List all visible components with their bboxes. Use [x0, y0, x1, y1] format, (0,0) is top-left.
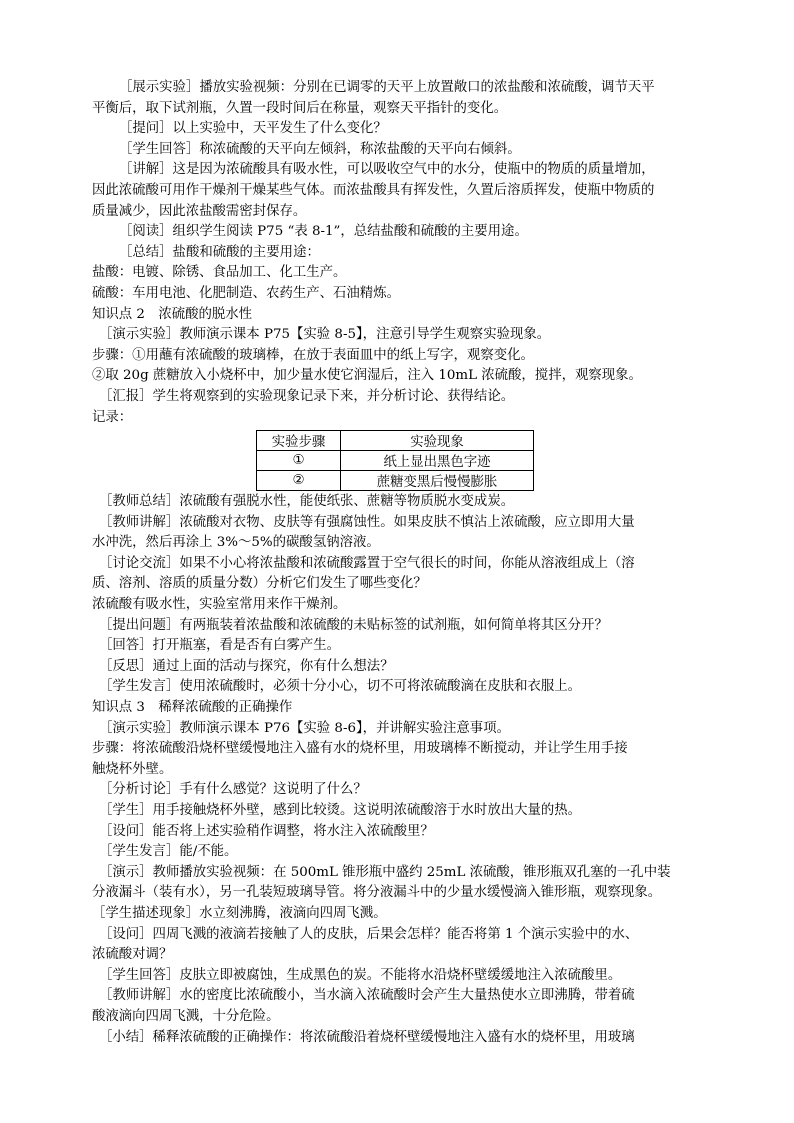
- text-line: ［学生描述现象］水立刻沸腾，液滴向四周飞溅。: [92, 905, 387, 921]
- table-cell: 蔗糖变黑后慢慢膨胀: [341, 471, 534, 491]
- section-heading: 知识点 2 浓硫酸的脱水性: [92, 306, 253, 322]
- table-header: 实验步骤: [257, 431, 341, 451]
- table-header-row: [257, 431, 534, 451]
- text-line: ［提问］以上实验中，天平发生了什么变化？: [119, 121, 387, 137]
- text-line: ［回答］打开瓶塞，看是否有白雾产生。: [99, 638, 341, 654]
- text-line: ［讲解］这是因为浓硫酸具有吸水性，可以吸收空气中的水分，使瓶中的物质的质量增加，: [119, 162, 655, 178]
- text-line: ［展示实验］播放实验视频：分别在已调零的天平上放置敞口的浓盐酸和浓硫酸，调节天平: [119, 80, 655, 95]
- text-line: 步骤：将浓硫酸沿烧杯壁缓慢地注入盛有水的烧杯里，用玻璃棒不断搅动，并让学生用手接: [92, 741, 628, 757]
- text-line: ［阅读］组织学生阅读 P75 “表 8-1”，总结盐酸和硫酸的主要用途。: [119, 224, 528, 240]
- text-line: ［提出问题］有两瓶装着浓盐酸和浓硫酸的未贴标签的试剂瓶，如何简单将其区分开？: [99, 617, 608, 633]
- text-line: ［设问］四周飞溅的液滴若接触了人的皮肤，后果会怎样？能否将第 1 个演示实验中的水、: [99, 926, 639, 942]
- text-line: ［演示实验］教师演示课本 P76【实验 8-6】，并讲解实验注意事项。: [99, 720, 510, 736]
- text-line: ［演示］教师播放实验视频：在 500mL 锥形瓶中盛约 25mL 浓硫酸，锥形瓶双孔塞的一孔中装: [99, 864, 671, 880]
- text-line: 步骤：①用蘸有浓硫酸的玻璃棒，在放于表面皿中的纸上写字，观察变化。: [92, 347, 534, 363]
- text-line: 盐酸：电镀、除锈、食品加工、化工生产。: [92, 265, 347, 281]
- document-body: [92, 78, 740, 1048]
- text-line: ［学生］用手接触烧杯外壁，感到比较烫。这说明浓硫酸溶于水时放出大量的热。: [99, 803, 582, 818]
- table-header: 实验现象: [341, 431, 534, 451]
- text-line: 平衡后，取下试剂瓶，久置一段时间后在称量，观察天平指针的变化。: [92, 100, 508, 116]
- text-line: ②取 20g 蔗糖放入小烧杯中，加少量水使它润湿后，注入 10mL 浓硫酸，搅拌，观察现象。: [92, 368, 642, 384]
- text-line: 记录：: [92, 409, 133, 425]
- text-line: 浓硫酸对调？: [92, 947, 173, 963]
- text-line: 分液漏斗（装有水），另一孔装短玻璃导管。将分液漏斗中的少量水缓慢滴入锥形瓶，观察现象。: [92, 885, 662, 901]
- text-line: ［分析讨论］手有什么感觉？这说明了什么？: [99, 782, 367, 798]
- record-table-wrap: [92, 428, 740, 492]
- record-table: [256, 430, 534, 491]
- text-line: 触烧杯外壁。: [92, 761, 173, 777]
- table-row: [257, 451, 534, 471]
- text-line: ［教师总结］浓硫酸有强脱水性，能使纸张、蔗糖等物质脱水变成炭。: [99, 494, 515, 510]
- section-heading: 知识点 3 稀释浓硫酸的正确操作: [92, 700, 293, 716]
- table-cell: ①: [257, 451, 341, 471]
- text-line: ［教师讲解］水的密度比浓硫酸小，当水滴入浓硫酸时会产生大量热使水立即沸腾，带着硫: [99, 988, 635, 1004]
- text-line: 酸液滴向四周飞溅，十分危险。: [92, 1008, 280, 1024]
- table-cell: ②: [257, 471, 341, 491]
- text-line: ［学生发言］使用浓硫酸时，必须十分小心，切不可将浓硫酸滴在皮肤和衣服上。: [99, 679, 582, 695]
- text-line: 质量减少，因此浓盐酸需密封保存。: [92, 203, 307, 219]
- text-line: ［学生发言］能/不能。: [99, 844, 238, 860]
- text-line: ［小结］稀释浓硫酸的正确操作：将浓硫酸沿着烧杯壁缓慢地注入盛有水的烧杯里，用玻璃: [99, 1029, 635, 1045]
- text-line: ［总结］盐酸和硫酸的主要用途：: [119, 244, 320, 260]
- text-line: ［讨论交流］如果不小心将浓盐酸和浓硫酸露置于空气很长的时间，你能从溶液组成上（溶: [99, 555, 635, 571]
- text-line: 质、溶剂、溶质的质量分数）分析它们发生了哪些变化？: [92, 576, 427, 592]
- text-line: ［汇报］学生将观察到的实验现象记录下来，并分析讨论、获得结论。: [99, 388, 515, 404]
- text-line: 硫酸：车用电池、化肥制造、农药生产、石油精炼。: [92, 285, 400, 301]
- table-cell: 纸上显出黑色字迹: [341, 451, 534, 471]
- text-line: ［反思］通过上面的活动与探究，你有什么想法？: [99, 658, 394, 674]
- text-line: ［教师讲解］浓硫酸对衣物、皮肤等有强腐蚀性。如果皮肤不慎沾上浓硫酸，应立即用大量: [99, 514, 635, 530]
- text-line: 因此浓硫酸可用作干燥剂干燥某些气体。而浓盐酸具有挥发性，久置后溶质挥发，使瓶中物质的: [92, 182, 655, 198]
- text-line: ［学生回答］称浓硫酸的天平向左倾斜，称浓盐酸的天平向右倾斜。: [119, 141, 521, 157]
- text-line: ［设问］能否将上述实验稍作调整，将水注入浓硫酸里？: [99, 823, 434, 839]
- text-line: 水冲洗，然后再涂上 3%～5%的碳酸氢钠溶液。: [92, 535, 380, 551]
- table-row: [257, 471, 534, 491]
- text-line: ［演示实验］教师演示课本 P75【实验 8-5】，注意引导学生观察实验现象。: [99, 327, 551, 343]
- text-line: ［学生回答］皮肤立即被腐蚀，生成黑色的炭。不能将水沿烧杯壁缓缓地注入浓硫酸里。: [99, 967, 622, 983]
- text-line: 浓硫酸有吸水性，实验室常用来作干燥剂。: [92, 597, 347, 613]
